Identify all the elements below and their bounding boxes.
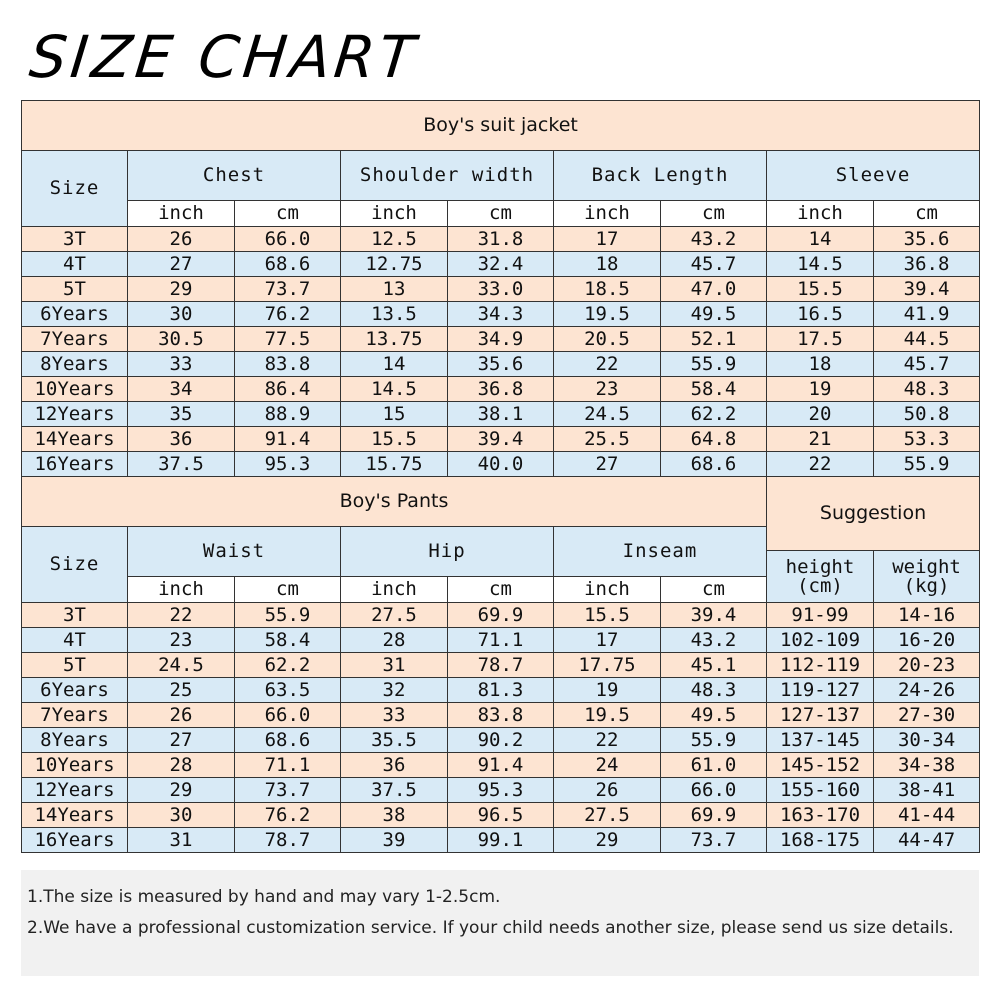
pants-value-cell: 35.5	[341, 728, 448, 753]
pants-value-cell: 25	[128, 678, 235, 703]
unit-header: cm	[448, 201, 554, 227]
suggestion-height-cell: 119-127	[767, 678, 874, 703]
jacket-value-cell: 36.8	[448, 377, 554, 402]
jacket-size-cell: 14Years	[22, 427, 128, 452]
jacket-size-cell: 7Years	[22, 327, 128, 352]
jacket-value-cell: 17.5	[767, 327, 874, 352]
jacket-value-cell: 64.8	[661, 427, 767, 452]
pants-value-cell: 71.1	[448, 628, 554, 653]
jacket-value-cell: 17	[554, 227, 661, 252]
unit-header: inch	[128, 577, 235, 603]
unit-header: cm	[874, 201, 980, 227]
jacket-value-cell: 21	[767, 427, 874, 452]
jacket-value-cell: 36.8	[874, 252, 980, 277]
jacket-size-cell: 10Years	[22, 377, 128, 402]
pants-value-cell: 55.9	[661, 728, 767, 753]
pants-value-cell: 33	[341, 703, 448, 728]
jacket-value-cell: 30	[128, 302, 235, 327]
jacket-size-header: Size	[22, 151, 128, 227]
jacket-row	[22, 377, 980, 402]
pants-value-cell: 38	[341, 803, 448, 828]
suggestion-height-cell: 127-137	[767, 703, 874, 728]
jacket-value-cell: 18	[554, 252, 661, 277]
pants-size-cell: 10Years	[22, 753, 128, 778]
jacket-value-cell: 73.7	[235, 277, 341, 302]
suggestion-weight-cell: 24-26	[874, 678, 980, 703]
jacket-value-cell: 68.6	[661, 452, 767, 477]
pants-value-cell: 96.5	[448, 803, 554, 828]
suggestion-weight-cell: 38-41	[874, 778, 980, 803]
jacket-value-cell: 33.0	[448, 277, 554, 302]
jacket-value-cell: 14.5	[767, 252, 874, 277]
jacket-value-cell: 95.3	[235, 452, 341, 477]
jacket-value-cell: 14	[341, 352, 448, 377]
jacket-value-cell: 32.4	[448, 252, 554, 277]
pants-value-cell: 19.5	[554, 703, 661, 728]
pants-row	[22, 778, 980, 803]
jacket-value-cell: 13.5	[341, 302, 448, 327]
pants-hip-header: Hip	[341, 527, 554, 577]
jacket-value-cell: 15	[341, 402, 448, 427]
suggestion-heading: Suggestion	[767, 477, 980, 551]
jacket-value-cell: 52.1	[661, 327, 767, 352]
pants-size-cell: 7Years	[22, 703, 128, 728]
height-unit: (cm)	[797, 574, 843, 597]
jacket-value-cell: 24.5	[554, 402, 661, 427]
pants-value-cell: 66.0	[661, 778, 767, 803]
jacket-value-cell: 55.9	[874, 452, 980, 477]
jacket-value-cell: 53.3	[874, 427, 980, 452]
jacket-size-cell: 4T	[22, 252, 128, 277]
jacket-value-cell: 27	[128, 252, 235, 277]
jacket-value-cell: 12.75	[341, 252, 448, 277]
pants-value-cell: 36	[341, 753, 448, 778]
pants-value-cell: 29	[128, 778, 235, 803]
jacket-size-cell: 8Years	[22, 352, 128, 377]
unit-header: inch	[341, 201, 448, 227]
unit-header: inch	[128, 201, 235, 227]
pants-value-cell: 26	[554, 778, 661, 803]
pants-size-cell: 6Years	[22, 678, 128, 703]
jacket-value-cell: 44.5	[874, 327, 980, 352]
pants-value-cell: 62.2	[235, 653, 341, 678]
height-header	[767, 551, 874, 603]
jacket-value-cell: 25.5	[554, 427, 661, 452]
pants-value-cell: 24.5	[128, 653, 235, 678]
jacket-value-cell: 15.75	[341, 452, 448, 477]
jacket-value-cell: 86.4	[235, 377, 341, 402]
pants-value-cell: 32	[341, 678, 448, 703]
suggestion-height-cell: 91-99	[767, 603, 874, 628]
pants-value-cell: 66.0	[235, 703, 341, 728]
jacket-row	[22, 452, 980, 477]
suggestion-height-cell: 112-119	[767, 653, 874, 678]
pants-value-cell: 15.5	[554, 603, 661, 628]
jacket-value-cell: 22	[767, 452, 874, 477]
jacket-row	[22, 302, 980, 327]
suggestion-weight-cell: 16-20	[874, 628, 980, 653]
pants-value-cell: 78.7	[448, 653, 554, 678]
jacket-value-cell: 31.8	[448, 227, 554, 252]
jacket-value-cell: 15.5	[341, 427, 448, 452]
pants-value-cell: 55.9	[235, 603, 341, 628]
jacket-value-cell: 68.6	[235, 252, 341, 277]
jacket-value-cell: 29	[128, 277, 235, 302]
pants-size-header: Size	[22, 527, 128, 603]
jacket-value-cell: 91.4	[235, 427, 341, 452]
jacket-value-cell: 14.5	[341, 377, 448, 402]
pants-value-cell: 28	[341, 628, 448, 653]
suggestion-height-cell: 145-152	[767, 753, 874, 778]
jacket-row	[22, 327, 980, 352]
pants-value-cell: 39.4	[661, 603, 767, 628]
pants-inseam-header: Inseam	[554, 527, 767, 577]
size-chart-body	[22, 101, 980, 853]
jacket-value-cell: 34.3	[448, 302, 554, 327]
pants-value-cell: 91.4	[448, 753, 554, 778]
unit-header: cm	[448, 577, 554, 603]
jacket-size-cell: 12Years	[22, 402, 128, 427]
jacket-value-cell: 37.5	[128, 452, 235, 477]
note-2: 2.We have a professional customization service. If your child needs another size, please send us size details.	[27, 918, 954, 938]
jacket-value-cell: 66.0	[235, 227, 341, 252]
jacket-value-cell: 35.6	[448, 352, 554, 377]
jacket-value-cell: 41.9	[874, 302, 980, 327]
jacket-value-cell: 22	[554, 352, 661, 377]
jacket-value-cell: 48.3	[874, 377, 980, 402]
pants-value-cell: 22	[554, 728, 661, 753]
pants-row	[22, 753, 980, 778]
jacket-value-cell: 30.5	[128, 327, 235, 352]
pants-value-cell: 68.6	[235, 728, 341, 753]
pants-waist-header: Waist	[128, 527, 341, 577]
weight-label: weight	[892, 555, 961, 578]
weight-header	[874, 551, 980, 603]
jacket-row	[22, 352, 980, 377]
pants-value-cell: 22	[128, 603, 235, 628]
pants-value-cell: 49.5	[661, 703, 767, 728]
jacket-shoulder-header: Shoulder width	[341, 151, 554, 201]
pants-row	[22, 603, 980, 628]
pants-value-cell: 27.5	[554, 803, 661, 828]
jacket-value-cell: 27	[554, 452, 661, 477]
pants-value-cell: 83.8	[448, 703, 554, 728]
jacket-value-cell: 45.7	[874, 352, 980, 377]
jacket-row	[22, 402, 980, 427]
note-1: 1.The size is measured by hand and may vary 1-2.5cm.	[27, 887, 501, 907]
jacket-value-cell: 15.5	[767, 277, 874, 302]
pants-size-cell: 4T	[22, 628, 128, 653]
jacket-value-cell: 16.5	[767, 302, 874, 327]
jacket-value-cell: 58.4	[661, 377, 767, 402]
jacket-value-cell: 26	[128, 227, 235, 252]
suggestion-height-cell: 137-145	[767, 728, 874, 753]
pants-value-cell: 58.4	[235, 628, 341, 653]
unit-header: cm	[235, 577, 341, 603]
jacket-value-cell: 34.9	[448, 327, 554, 352]
pants-value-cell: 27.5	[341, 603, 448, 628]
jacket-value-cell: 39.4	[448, 427, 554, 452]
jacket-value-cell: 47.0	[661, 277, 767, 302]
jacket-chest-header: Chest	[128, 151, 341, 201]
jacket-size-cell: 16Years	[22, 452, 128, 477]
jacket-value-cell: 33	[128, 352, 235, 377]
jacket-value-cell: 45.7	[661, 252, 767, 277]
pants-value-cell: 37.5	[341, 778, 448, 803]
suggestion-weight-cell: 27-30	[874, 703, 980, 728]
jacket-row	[22, 427, 980, 452]
jacket-value-cell: 83.8	[235, 352, 341, 377]
pants-size-cell: 5T	[22, 653, 128, 678]
page-title: SIZE CHART	[26, 23, 422, 91]
jacket-back-length-header: Back Length	[554, 151, 767, 201]
suggestion-weight-cell: 14-16	[874, 603, 980, 628]
pants-value-cell: 39	[341, 828, 448, 853]
jacket-value-cell: 76.2	[235, 302, 341, 327]
pants-value-cell: 73.7	[235, 778, 341, 803]
pants-value-cell: 23	[128, 628, 235, 653]
pants-value-cell: 26	[128, 703, 235, 728]
jacket-value-cell: 19.5	[554, 302, 661, 327]
jacket-heading: Boy's suit jacket	[22, 101, 980, 151]
pants-value-cell: 69.9	[661, 803, 767, 828]
notes-box	[21, 870, 979, 976]
unit-header: cm	[235, 201, 341, 227]
pants-value-cell: 45.1	[661, 653, 767, 678]
pants-value-cell: 69.9	[448, 603, 554, 628]
pants-value-cell: 73.7	[661, 828, 767, 853]
jacket-value-cell: 18.5	[554, 277, 661, 302]
jacket-value-cell: 62.2	[661, 402, 767, 427]
jacket-value-cell: 43.2	[661, 227, 767, 252]
jacket-value-cell: 77.5	[235, 327, 341, 352]
pants-value-cell: 28	[128, 753, 235, 778]
jacket-value-cell: 39.4	[874, 277, 980, 302]
jacket-value-cell: 40.0	[448, 452, 554, 477]
jacket-size-cell: 5T	[22, 277, 128, 302]
weight-unit: (kg)	[903, 574, 950, 597]
pants-value-cell: 48.3	[661, 678, 767, 703]
unit-header: inch	[767, 201, 874, 227]
pants-value-cell: 95.3	[448, 778, 554, 803]
jacket-value-cell: 36	[128, 427, 235, 452]
jacket-value-cell: 55.9	[661, 352, 767, 377]
pants-value-cell: 17.75	[554, 653, 661, 678]
jacket-row	[22, 277, 980, 302]
jacket-value-cell: 20.5	[554, 327, 661, 352]
pants-row	[22, 803, 980, 828]
pants-size-cell: 8Years	[22, 728, 128, 753]
pants-row	[22, 628, 980, 653]
pants-value-cell: 81.3	[448, 678, 554, 703]
pants-row	[22, 828, 980, 853]
pants-value-cell: 29	[554, 828, 661, 853]
pants-row	[22, 678, 980, 703]
jacket-value-cell: 19	[767, 377, 874, 402]
size-chart-table	[21, 100, 980, 853]
jacket-value-cell: 20	[767, 402, 874, 427]
unit-header: inch	[554, 577, 661, 603]
jacket-size-cell: 3T	[22, 227, 128, 252]
jacket-value-cell: 13.75	[341, 327, 448, 352]
jacket-row	[22, 252, 980, 277]
pants-value-cell: 61.0	[661, 753, 767, 778]
unit-header: inch	[554, 201, 661, 227]
jacket-row	[22, 227, 980, 252]
suggestion-weight-cell: 20-23	[874, 653, 980, 678]
suggestion-weight-cell: 44-47	[874, 828, 980, 853]
pants-value-cell: 63.5	[235, 678, 341, 703]
unit-header: cm	[661, 201, 767, 227]
pants-row	[22, 703, 980, 728]
pants-value-cell: 27	[128, 728, 235, 753]
jacket-value-cell: 88.9	[235, 402, 341, 427]
pants-size-cell: 3T	[22, 603, 128, 628]
pants-value-cell: 19	[554, 678, 661, 703]
jacket-size-cell: 6Years	[22, 302, 128, 327]
height-label: height	[785, 555, 855, 578]
pants-size-cell: 14Years	[22, 803, 128, 828]
jacket-value-cell: 49.5	[661, 302, 767, 327]
pants-value-cell: 71.1	[235, 753, 341, 778]
suggestion-height-cell: 155-160	[767, 778, 874, 803]
jacket-value-cell: 18	[767, 352, 874, 377]
suggestion-height-cell: 168-175	[767, 828, 874, 853]
suggestion-weight-cell: 34-38	[874, 753, 980, 778]
jacket-value-cell: 38.1	[448, 402, 554, 427]
suggestion-weight-cell: 41-44	[874, 803, 980, 828]
jacket-sleeve-header: Sleeve	[767, 151, 980, 201]
jacket-value-cell: 50.8	[874, 402, 980, 427]
suggestion-weight-cell: 30-34	[874, 728, 980, 753]
jacket-value-cell: 23	[554, 377, 661, 402]
suggestion-height-cell: 163-170	[767, 803, 874, 828]
pants-value-cell: 78.7	[235, 828, 341, 853]
unit-header: cm	[661, 577, 767, 603]
jacket-value-cell: 34	[128, 377, 235, 402]
pants-size-cell: 16Years	[22, 828, 128, 853]
pants-value-cell: 30	[128, 803, 235, 828]
unit-header: inch	[341, 577, 448, 603]
pants-value-cell: 99.1	[448, 828, 554, 853]
jacket-value-cell: 14	[767, 227, 874, 252]
suggestion-height-cell: 102-109	[767, 628, 874, 653]
pants-value-cell: 31	[341, 653, 448, 678]
pants-value-cell: 90.2	[448, 728, 554, 753]
pants-size-cell: 12Years	[22, 778, 128, 803]
jacket-value-cell: 12.5	[341, 227, 448, 252]
pants-value-cell: 17	[554, 628, 661, 653]
pants-row	[22, 728, 980, 753]
jacket-value-cell: 35	[128, 402, 235, 427]
jacket-value-cell: 35.6	[874, 227, 980, 252]
pants-value-cell: 76.2	[235, 803, 341, 828]
pants-heading: Boy's Pants	[22, 477, 767, 527]
pants-value-cell: 31	[128, 828, 235, 853]
pants-value-cell: 43.2	[661, 628, 767, 653]
jacket-value-cell: 13	[341, 277, 448, 302]
pants-value-cell: 24	[554, 753, 661, 778]
pants-row	[22, 653, 980, 678]
